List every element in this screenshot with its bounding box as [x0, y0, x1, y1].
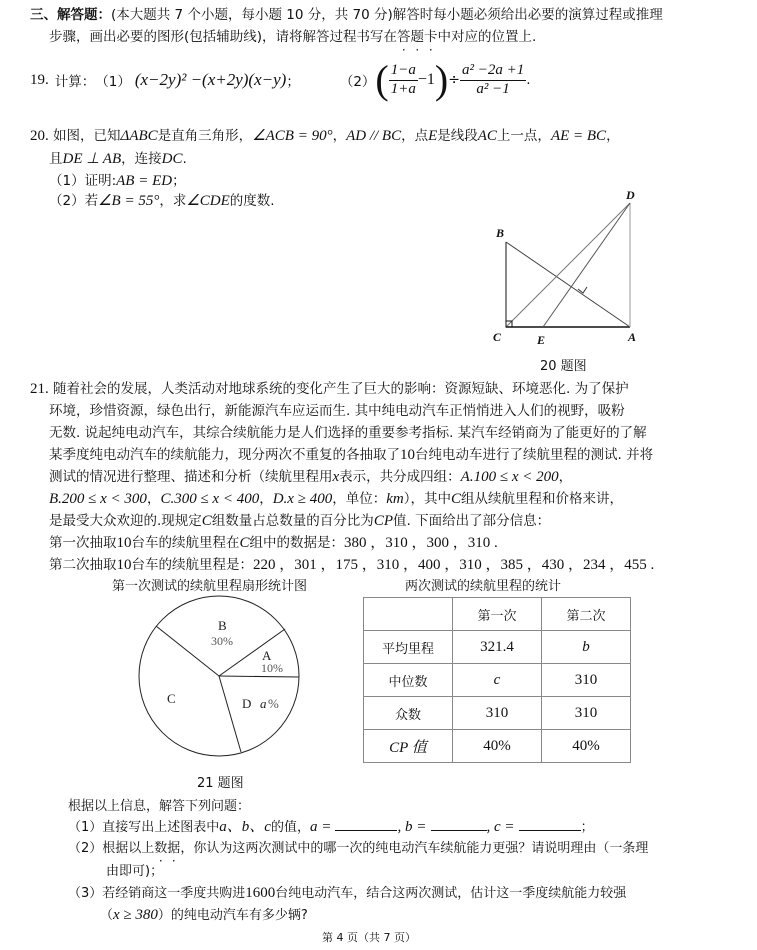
- text: 台纯电动汽车，结合这两次测试，估计这一季度续航能力较强: [275, 886, 627, 901]
- math: D.x ≥ 400: [272, 491, 333, 507]
- sub-question-3: [68, 882, 626, 902]
- math: x: [332, 469, 340, 485]
- section-header: [30, 3, 663, 23]
- page-footer: 第 4 页（共 7 页）: [322, 931, 416, 944]
- table-row: [364, 730, 631, 763]
- point-A: A: [628, 330, 637, 344]
- text: 上一点，: [496, 128, 551, 144]
- numerator: a² −2a +1: [460, 62, 526, 80]
- question-21-p6: [49, 487, 623, 508]
- text: 值. 下面给出了部分信息：: [392, 513, 551, 529]
- table-cell: b: [542, 631, 631, 664]
- math: , b =: [397, 819, 427, 835]
- emph-char: 题: [410, 29, 425, 45]
- emph-char: 数: [154, 841, 168, 856]
- segment-DC: [506, 203, 630, 327]
- answer-blank-c[interactable]: [519, 818, 581, 831]
- fraction: [460, 62, 526, 98]
- text: 是直角三角形，: [157, 128, 253, 144]
- text: 的度数.: [229, 193, 275, 209]
- math: DC: [161, 151, 183, 167]
- table-header-cell: [364, 598, 453, 631]
- text: ，: [259, 491, 273, 507]
- number: 1600: [245, 885, 276, 901]
- table-cell: 321.4: [453, 631, 542, 664]
- table-cell: c: [453, 664, 542, 697]
- q-number: 21.: [30, 381, 49, 397]
- question-20-sub1: [49, 169, 186, 190]
- text: ，点: [401, 128, 429, 144]
- sub-question-1: [68, 815, 594, 836]
- text: 是最受大众欢迎的.现规定: [49, 513, 202, 529]
- math: ∠B = 55°: [98, 193, 160, 209]
- text: 且: [49, 151, 63, 167]
- math: AE = BC: [550, 128, 607, 144]
- question-21-p3: 无数. 说起纯电动汽车，其综合续航能力是人们选择的重要参考指标. 某汽车经销商为了能更好的了解: [49, 425, 647, 441]
- divider-C-D: [219, 676, 241, 752]
- number: 10: [116, 535, 132, 551]
- emph-char: 答: [397, 29, 411, 45]
- text: ，连接: [121, 151, 162, 167]
- stats-table: [363, 597, 631, 763]
- text: ，你认为这两次测试中的哪一次的纯电动汽车续航能力更强？请说明理由（一条理: [180, 841, 649, 856]
- math: DE ⊥ AB: [62, 151, 122, 167]
- paren-close: ): [434, 57, 449, 102]
- math: AC: [477, 128, 497, 144]
- pie-chart-title: 第一次测试的续航里程扇形统计图: [112, 579, 308, 594]
- math: B.200 ≤ x < 300: [49, 491, 147, 507]
- slice-label-C: C: [167, 691, 176, 706]
- text: 组数量占总数量的百分比为: [211, 513, 374, 529]
- row-label: 平均里程: [364, 631, 453, 664]
- point-C: C: [493, 330, 502, 344]
- text: （3）若经销商这一季度共购进: [68, 886, 246, 901]
- section-intro-2: [49, 25, 536, 45]
- data-list: 380 ，310 ，300 ，310 .: [344, 535, 498, 551]
- minus-one: −1: [417, 71, 435, 88]
- math: C: [450, 491, 461, 507]
- text: 某季度纯电动汽车的续航能力，现分两次不重复的各抽取了: [49, 447, 400, 463]
- part-label: （2）: [339, 74, 376, 90]
- math: , c =: [486, 819, 515, 835]
- question-19: [30, 57, 531, 102]
- section-intro-1: (本大题共 7 个小题，每小题 10 分，共 70 分)解答时每小题必须给出必要的演算过程或推理: [111, 7, 663, 23]
- text: ，单位：: [332, 491, 387, 507]
- math: ∠CDE: [186, 193, 230, 209]
- math: E: [428, 128, 438, 144]
- text: （: [100, 908, 114, 923]
- table-header-cell: 第二次: [542, 598, 631, 631]
- math: x ≥ 380: [113, 907, 158, 923]
- question-21-p1: [30, 377, 629, 398]
- emph-char: 卡: [424, 29, 438, 45]
- question-21-p7: [49, 509, 550, 530]
- q-number: 20.: [30, 128, 49, 144]
- sub-question-2-cont: 由即可)；: [106, 864, 164, 879]
- text: （2）若: [49, 193, 99, 209]
- question-21-p8: [49, 531, 498, 552]
- text: 台车的续航里程在: [131, 535, 240, 551]
- question-20-line1: [30, 124, 620, 145]
- text: ，: [606, 128, 620, 144]
- question-21-p2: 环境，珍惜资源，绿色出行，新能源汽车应运而生. 其中纯电动汽车正悄悄进入人们的视野，吸粉: [49, 403, 625, 419]
- section-title: 三、解答题：: [30, 7, 111, 23]
- table-title: 两次测试的续航里程的统计: [405, 579, 562, 594]
- table-cell: 310: [453, 697, 542, 730]
- math: ∠ACB = 90°: [252, 128, 333, 144]
- text: 如图，已知: [53, 128, 121, 144]
- text: 测试的情况进行整理、描述和分析（续航里程用: [49, 469, 333, 485]
- table-row: [364, 631, 631, 664]
- text: ）的纯电动汽车有多少辆?: [157, 908, 308, 923]
- question-21-p5: [49, 465, 572, 486]
- intro-text: 步骤，画出必要的图形(包括辅助线)，请将解答过程书写在: [49, 29, 398, 45]
- sub-question-2: [68, 837, 648, 856]
- math: AB = ED: [116, 173, 173, 189]
- slice-pct-D-var: a: [260, 696, 267, 711]
- text: 第一次抽取: [49, 535, 117, 551]
- table-cell: 40%: [453, 730, 542, 763]
- table-header-row: [364, 598, 631, 631]
- divider-B-C: [156, 626, 219, 676]
- divide-sign: ÷: [448, 72, 460, 88]
- denominator: a² −1: [476, 80, 510, 97]
- figure-21-caption: 21 题图: [197, 776, 244, 791]
- table-cell: 40%: [542, 730, 631, 763]
- text: 台车的续航里程是：: [131, 557, 253, 573]
- table-row: [364, 664, 631, 697]
- answer-blank-a[interactable]: [335, 818, 397, 831]
- numerator: 1−a: [389, 62, 418, 80]
- table-cell: 310: [542, 664, 631, 697]
- text: ，: [558, 469, 573, 485]
- emph-char: 据: [167, 841, 181, 856]
- math: CP: [373, 513, 393, 529]
- fraction: [389, 62, 418, 98]
- ask-intro: 根据以上信息，解答下列问题：: [68, 799, 251, 814]
- text: 台纯电动车进行了续航里程的测试. 并将: [415, 447, 654, 463]
- table-header-cell: 第一次: [453, 598, 542, 631]
- q-number: 19.: [30, 71, 49, 88]
- q-label: 计算：: [54, 74, 96, 90]
- point-B: B: [496, 226, 505, 240]
- question-20-line2: [49, 147, 187, 168]
- sub-question-3-cont: [100, 904, 308, 924]
- text: 是线段: [437, 128, 478, 144]
- text: （1）证明:: [49, 173, 117, 189]
- text: ，: [146, 491, 161, 507]
- row-label: CP 值: [364, 730, 453, 763]
- math: ΔABC: [120, 128, 158, 144]
- text: ；: [172, 173, 186, 189]
- text: 组中的数据是：: [249, 535, 345, 551]
- number: 10: [116, 557, 132, 573]
- row-label: 中位数: [364, 664, 453, 697]
- question-20-sub2: [49, 189, 275, 210]
- text: （2）根据以上: [68, 841, 155, 856]
- math: km: [386, 491, 404, 507]
- text: 组从续航里程和价格来讲，: [460, 491, 623, 507]
- point-E: E: [537, 333, 546, 347]
- divider-A-D: [219, 676, 299, 677]
- paren-open: (: [375, 57, 389, 102]
- text: ，: [332, 128, 347, 144]
- denominator: 1+a: [390, 80, 416, 97]
- text: .: [182, 151, 187, 167]
- part-label: （1）: [95, 74, 131, 90]
- number: 10: [400, 447, 415, 463]
- math: a =: [309, 819, 332, 835]
- text: ，求: [159, 193, 187, 209]
- text: （1）直接写出上述图表中: [68, 820, 220, 835]
- table-row: [364, 697, 631, 730]
- pie-chart: [130, 590, 310, 770]
- slice-pct-A: 10%: [261, 661, 283, 675]
- text: 第二次抽取: [49, 557, 117, 573]
- slice-label-D: D: [242, 696, 252, 711]
- slice-pct-D-sign: %: [268, 696, 279, 711]
- math: AD // BC: [346, 128, 402, 144]
- figure-20-caption: 20 题图: [540, 359, 587, 374]
- text: ），其中: [403, 491, 451, 507]
- table-cell: 310: [542, 697, 631, 730]
- intro-text: 中对应的位置上.: [437, 29, 537, 45]
- geometry-figure: [480, 185, 660, 365]
- question-21-p9: [49, 553, 654, 574]
- math: C: [201, 513, 212, 529]
- expression: (x−2y)² −(x+2y)(x−y): [134, 70, 287, 89]
- question-21-p4: [49, 443, 653, 464]
- math: C: [239, 535, 250, 551]
- slice-label-B: B: [218, 618, 227, 633]
- point-D: D: [626, 188, 635, 202]
- text: 的值，: [270, 820, 310, 835]
- segment-BA: [506, 242, 630, 327]
- answer-blank-b[interactable]: [431, 818, 487, 831]
- math: C.300 ≤ x < 400: [160, 491, 260, 507]
- slice-pct-B: 30%: [211, 634, 233, 648]
- segment-DE: [543, 203, 630, 327]
- punct: ；: [286, 74, 300, 90]
- punct: .: [526, 72, 531, 88]
- text: ；: [580, 820, 594, 835]
- math: A.100 ≤ x < 200: [460, 469, 559, 485]
- math: a、b、c: [219, 819, 271, 835]
- slice-label-A: A: [262, 648, 272, 663]
- text: 表示，共分成四组：: [339, 469, 461, 485]
- data-list: 220 ，301 ，175 ，310 ，400 ，310 ，385 ，430 ，234 ，455 .: [253, 557, 655, 573]
- row-label: 众数: [364, 697, 453, 730]
- text: 随着社会的发展，人类活动对地球系统的变化产生了巨大的影响：资源短缺、环境恶化. 为了保护: [53, 381, 629, 397]
